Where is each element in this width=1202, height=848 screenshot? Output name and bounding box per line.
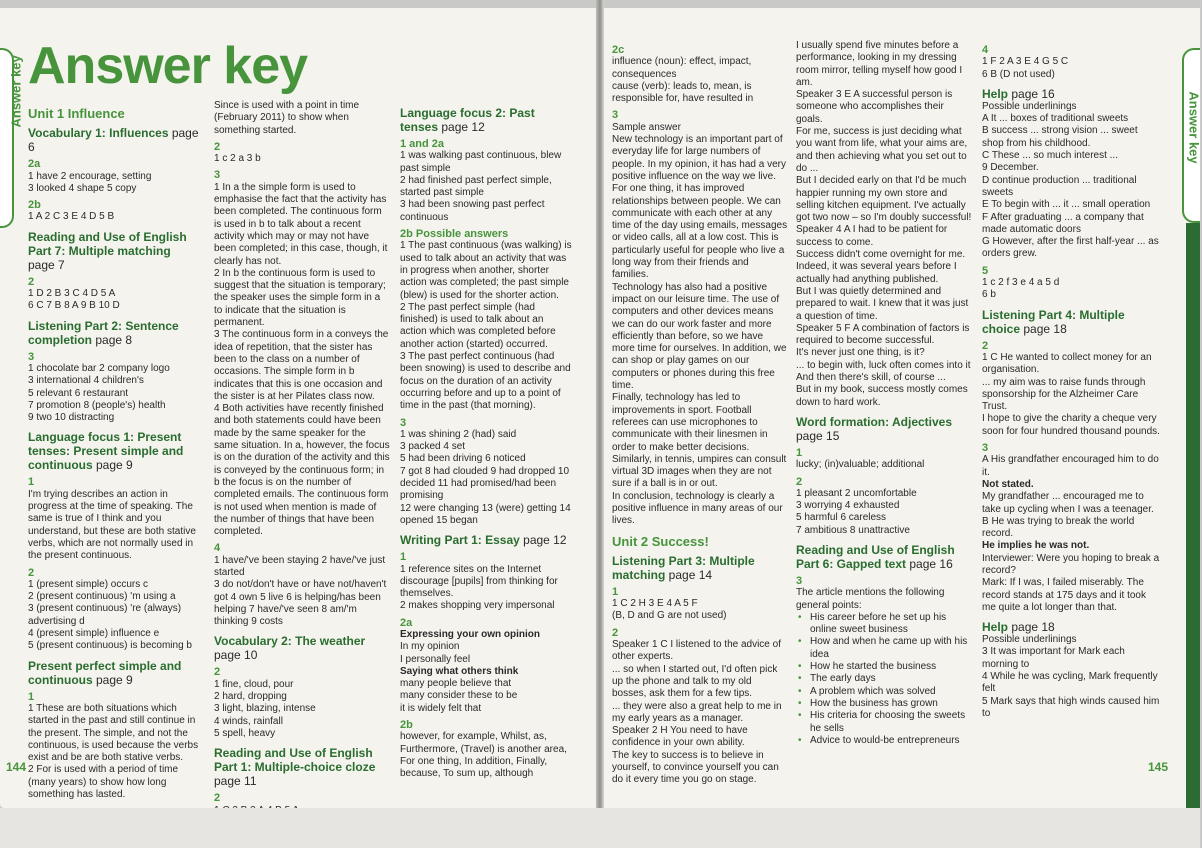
answer-line: many people believe that: [400, 678, 512, 690]
answer-line: Speaker 3 E A successful person is someone who accomplishes their goals.: [796, 89, 953, 125]
answer-line: 1 (present simple) occurs c: [28, 578, 149, 590]
column-1: [28, 100, 200, 801]
section-page-ref: page 12: [441, 120, 485, 134]
bullet-item: • His career before he set up his online sweet business: [796, 612, 972, 637]
bullet-list: [796, 735, 972, 747]
unit-heading: Unit 2 Success!: [612, 533, 709, 549]
right-page: [600, 8, 1200, 808]
bullet-list: [796, 636, 972, 661]
section-page-ref: page 16: [1011, 86, 1055, 101]
exercise-number: 1: [400, 551, 407, 564]
bullet-item: • How he started the business: [796, 661, 972, 673]
section-heading: [612, 554, 788, 582]
answer-line: lucky; (in)valuable; additional: [796, 459, 925, 471]
section-page-ref: page 10: [214, 648, 258, 663]
exercise-number: 2c: [612, 44, 625, 56]
answer-line: I'm trying describes an action in progress at the time of speaking. The same is true of I think and you understand, but these are both stative verbs, which are not normally used in the present continuous.: [28, 488, 196, 562]
section-page-ref: page 16: [909, 556, 953, 571]
section-heading: [214, 746, 390, 788]
section-title: Vocabulary 2: The weather: [214, 634, 366, 649]
exercise-number: 2b Possible answers: [400, 228, 509, 241]
column-4: [612, 40, 788, 787]
answer-line: 3 The continuous form in a conveys the idea of repetition, that the sister has been to the class on a number of occasions. The simple form in b indicates that this is one occasion and the sister is at her Pilates class now.: [214, 329, 389, 402]
column-6: [982, 40, 1162, 720]
answer-line: 3 looked 4 shape 5 copy: [28, 182, 137, 194]
answer-line: D continue production ... traditional sweets: [982, 174, 1137, 198]
exercise-number: 2a: [28, 158, 41, 171]
answer-line: 1 These are both situations which started in the past and still continue in the present. The simple, and not the continuous, is used because the verbs exist and be are both stative verbs.: [28, 702, 199, 764]
section-heading: [214, 634, 390, 662]
section-heading: [28, 319, 200, 347]
section-title: Vocabulary 1: Influences: [28, 126, 172, 141]
exercise-number: 1: [28, 690, 35, 703]
answer-line: And then there's skill, of course ...: [796, 372, 946, 384]
exercise-number: 3: [28, 350, 35, 363]
section-title: Writing Part 1: Essay: [400, 533, 524, 548]
answer-line: ... so when I started out, I'd often pick up the phone and talk to my old bosses, ask them for a few tips.: [612, 663, 778, 700]
answer-line: Speaker 4 A I had to be patient for success to come.: [796, 224, 948, 248]
section-tab-right: [1182, 48, 1200, 223]
section-page-ref: page 15: [796, 428, 840, 443]
answer-line: 4 Both activities have recently finished and both statements could have been made by the same speaker for the same situation. In a, however, the focus is on the duration of the activity and this is conveyed by the continuous form; in b the focus is on the number of completed emails. The continuous form is not used when mention is made of the number of things that have been completed.: [214, 403, 390, 538]
answer-line: 3 (present continuous) 're (always) advertising d: [28, 603, 182, 627]
answer-line: 9 two 10 distracting: [28, 412, 115, 424]
answer-line: I usually spend five minutes before a performance, looking in my dressing room mirror, telling myself how good I am.: [796, 40, 963, 88]
answer-line: The key to success is to believe in yourself, to convince yourself you can do it every time you go on stage.: [612, 749, 779, 786]
answer-line: Saying what others think: [400, 665, 519, 677]
answer-line: 9 December.: [982, 162, 1039, 174]
column-5: [796, 40, 972, 747]
section-page-ref: page 14: [668, 567, 713, 582]
section-page-ref: page 7: [28, 257, 65, 272]
section-title: Present perfect simple and continuous: [28, 658, 182, 687]
section-tab-label: Answer key: [8, 55, 24, 128]
answer-line: many consider these to be: [400, 690, 518, 702]
exercise-number: 2b: [28, 199, 41, 212]
answer-line: 2 (present continuous) 'm using a: [28, 591, 176, 603]
answer-line: 5 Mark says that high winds caused him to: [982, 695, 1160, 719]
exercise-number: 2: [214, 666, 221, 679]
answer-line: It's never just one thing, is it?: [796, 347, 925, 359]
section-tab-label: Answer key: [1186, 91, 1202, 164]
section-page-ref: page 12: [523, 533, 567, 548]
answer-line: 2 hard, dropping: [214, 691, 287, 703]
section-title: Language focus 2: Past tenses: [400, 106, 535, 134]
exercise-number: 2: [28, 275, 35, 288]
bullet-list: [796, 710, 972, 735]
section-tab-left: [0, 48, 24, 228]
edge-bar: [1186, 223, 1200, 813]
answer-line: 1 The past continuous (was walking) is used to talk about an activity that was in progress when another, shorter action was completed; the past simple (blew) is used for the shorter action.: [400, 240, 572, 301]
answer-line: 5 spell, heavy: [214, 727, 276, 739]
bullet-item: • The early days: [796, 673, 972, 685]
section-heading: [28, 230, 200, 272]
answer-line: 1 c 2 f 3 e 4 a 5 d: [982, 277, 1060, 289]
answer-line: 4 winds, rainfall: [214, 715, 283, 727]
answer-line: 1 was walking past continuous, blew past simple: [400, 150, 562, 174]
section-heading: [796, 415, 972, 443]
answer-line: My grandfather ... encouraged me to take up cycling when I was a teenager.: [982, 491, 1154, 515]
answer-line: A It ... boxes of traditional sweets: [982, 113, 1129, 125]
book-spine: [596, 0, 604, 848]
unit-heading: Unit 1 Influence: [28, 106, 125, 121]
bullet-item: • How and when he came up with his idea: [796, 636, 972, 661]
answer-line: Not stated.: [982, 478, 1034, 490]
answer-line: it is widely felt that: [400, 702, 482, 714]
section-heading: [796, 543, 972, 571]
answer-line: 4 While he was cycling, Mark frequently felt: [982, 671, 1158, 695]
answer-line: For me, success is just deciding what you want from life, what your aims are, and then achieving what you set out to do ...: [796, 126, 968, 174]
bullet-list: [796, 661, 972, 673]
bullet-list: [796, 698, 972, 710]
answer-line: Mark: If I was, I failed miserably. The record stands at 175 days and it took me quite a lot longer than that.: [982, 577, 1146, 613]
answer-line: For one thing, it has improved relationships between people. We can communicate with each other at any time of the day using emails, messages or video calls, all at a low cost. This is particularly useful for people who live a long way from their friends and families.: [612, 183, 788, 281]
section-heading: [982, 620, 1162, 634]
section-page-ref: page 18: [1011, 620, 1055, 635]
exercise-number: 4: [982, 44, 989, 56]
answer-line: 4 (present simple) influence e: [28, 628, 160, 640]
section-title: Language focus 1: Present tenses: Present simple and continuous: [28, 430, 184, 473]
exercise-number: 2b: [400, 719, 413, 732]
answer-line: E To begin with ... it ... small operation: [982, 199, 1151, 211]
answer-line: 1 C 2 H 3 E 4 A 5 F: [612, 598, 698, 610]
answer-line: Possible underlinings: [982, 634, 1077, 646]
answer-line: 1 have 2 encourage, setting: [28, 170, 152, 182]
bullet-list: [796, 612, 972, 637]
section-title: Listening Part 2: Sentence completion: [28, 318, 179, 347]
answer-line: Speaker 2 H You need to have confidence in your own ability.: [612, 725, 748, 749]
section-page-ref: page 9: [96, 672, 133, 687]
section-heading: [400, 533, 572, 547]
answer-line: 1 have/'ve been staying 2 have/'ve just started: [214, 554, 386, 578]
answer-line: A His grandfather encouraged him to do it.: [982, 454, 1159, 478]
answer-line: Speaker 5 F A combination of factors is required to become successful.: [796, 322, 970, 347]
answer-line: 5 harmful 6 careless: [796, 512, 887, 524]
answer-line: I personally feel: [400, 653, 471, 665]
answer-line: Speaker 1 C I listened to the advice of other experts.: [612, 639, 781, 663]
exercise-number: 3: [400, 416, 407, 429]
answer-line: But I decided early on that I'd be much happier running my own store and selling kitchen equipment. I've actually got two now – so I'm doubly successful!: [796, 175, 972, 224]
answer-line: Finally, technology has led to improvements in sport. Football referees can use microphones to communicate with their linesmen in order to make better decisions. Similarly, in tennis, umpires can consult virtual 3D images when they are not sure if a ball is in or out.: [612, 392, 787, 490]
answer-line: B success ... strong vision ... sweet shop from his childhood.: [982, 125, 1138, 149]
exercise-number: 3: [214, 169, 221, 182]
answer-line: 7 ambitious 8 unattractive: [796, 524, 910, 536]
exercise-number: 1 and 2a: [400, 138, 445, 150]
exercise-number: 2: [214, 792, 221, 805]
answer-line: Success didn't come overnight for me. Indeed, it was several years before I actually had anything published.: [796, 249, 966, 285]
bullet-item: • A problem which was solved: [796, 686, 972, 698]
section-title: Word formation: Adjectives: [796, 414, 953, 429]
answer-line: (B, D and G are not used): [612, 610, 727, 622]
exercise-number: 3: [982, 442, 989, 455]
section-title: Listening Part 3: Multiple matching: [612, 553, 755, 582]
section-title: Reading and Use of English Part 7: Multiple matching: [28, 229, 187, 258]
answer-line: ... to begin with, luck often comes into it: [796, 359, 971, 371]
answer-line: 5 relevant 6 restaurant: [28, 387, 129, 399]
answer-line: 5 had been driving 6 noticed: [400, 453, 526, 465]
answer-line: B He was trying to break the world record.: [982, 515, 1135, 540]
section-page-ref: page 9: [96, 458, 133, 473]
answer-line: 7 promotion 8 (people's) health: [28, 399, 166, 411]
answer-line: 2 In b the continuous form is used to suggest that the situation is temporary; the speaker uses the simple form in a to indicate that the situation is permanent.: [214, 267, 386, 329]
section-title: Reading and Use of English Part 1: Multiple-choice cloze: [214, 746, 376, 775]
page-number-right: 145: [1148, 760, 1169, 774]
answer-line: 1 was shining 2 (had) said: [400, 428, 517, 440]
answer-line: 3 light, blazing, intense: [214, 703, 316, 715]
answer-line: 1 D 2 B 3 C 4 D 5 A: [28, 288, 116, 300]
answer-line: cause (verb): leads to, mean, is responsible for, have resulted in: [612, 80, 754, 105]
bullet-list: [796, 673, 972, 685]
answer-line: 1 c 2 a 3 b: [214, 153, 261, 165]
page-number-left: 144: [6, 760, 27, 774]
answer-line: 6 B (D not used): [982, 68, 1055, 80]
section-title: Help: [982, 86, 1012, 101]
section-heading: [28, 659, 200, 687]
answer-line: 1 fine, cloud, pour: [214, 678, 294, 690]
exercise-number: 3: [612, 109, 619, 122]
answer-line: New technology is an important part of everyday life for large numbers of people. In my opinion, it has had a very positive influence on the way we live.: [612, 134, 786, 182]
answer-line: 2 makes shopping very impersonal: [400, 600, 555, 612]
exercise-number: 4: [214, 542, 221, 555]
answer-line: But I was quietly determined and prepared to wait. I knew that it was just a question of time.: [796, 285, 969, 322]
answer-line: I hope to give the charity a cheque very soon for four hundred thousand pounds.: [982, 413, 1160, 437]
exercise-number: 2a: [400, 616, 413, 629]
answer-line: 5 (present continuous) is becoming b: [28, 640, 192, 652]
exercise-number: 3: [796, 574, 803, 587]
section-title: Help: [982, 620, 1012, 635]
answer-line: Interviewer: Were you hoping to break a record?: [982, 552, 1160, 576]
background-surface: [0, 808, 1200, 848]
bullet-item: • How the business has grown: [796, 698, 972, 710]
answer-line: 2 The past perfect simple (had finished) is used to talk about an action which was completed before another action (started) occurred.: [400, 301, 556, 350]
answer-line: Possible underlinings: [982, 100, 1077, 112]
column-2: [214, 100, 390, 829]
section-heading: [400, 106, 572, 134]
answer-line: influence (noun): effect, impact, consequences: [612, 56, 752, 80]
section-title: Reading and Use of English Part 6: Gapped text: [796, 542, 955, 571]
section-heading: [982, 308, 1162, 336]
bullet-item: • His criteria for choosing the sweets he sells: [796, 710, 972, 735]
answer-line: 1 In a the simple form is used to emphasise the fact that the activity has been completed. The continuous form is used in b to talk about a recent activity which may or may not have been completed; in this case, though, it clearly has not.: [214, 181, 388, 267]
exercise-number: 1: [796, 446, 803, 459]
answer-line: But in my book, success mostly comes down to hard work.: [796, 384, 968, 408]
answer-line: Technology has also had a positive impact on our leisure time. The use of computers and other devices means we can do our work faster and more efficiently than before, so we have more time for ourselves. In addition, we can shop or play games on our computers or phones during this free time.: [612, 281, 787, 392]
answer-line: 2 had finished past perfect simple, started past simple: [400, 174, 552, 199]
section-heading: [28, 430, 200, 472]
answer-line: 6 C 7 B 8 A 9 B 10 D: [28, 300, 120, 312]
answer-line: F After graduating ... a company that made automatic doors: [982, 211, 1144, 235]
answer-line: In conclusion, technology is clearly a positive influence in many areas of our lives.: [612, 490, 783, 527]
exercise-number: 2: [612, 626, 619, 639]
answer-line: Expressing your own opinion: [400, 628, 541, 640]
answer-line: ... my aim was to raise funds through sponsorship for the Alzheimer Care Trust.: [982, 376, 1146, 413]
answer-line: 7 got 8 had clouded 9 had dropped 10 decided 11 had promised/had been promising: [400, 465, 570, 502]
answer-line: 6 b: [982, 289, 996, 301]
page-title: Answer key: [28, 37, 308, 95]
answer-line: 1 C He wanted to collect money for an organisation.: [982, 351, 1152, 376]
section-page-ref: page 8: [95, 332, 133, 347]
answer-line: 1 A 2 C 3 E 4 D 5 B: [28, 211, 115, 223]
answer-line: The article mentions the following general points:: [796, 587, 945, 611]
column-3: [400, 100, 572, 781]
answer-line: 3 It was important for Mark each morning to: [982, 646, 1125, 670]
answer-line: 1 reference sites on the Internet discourage [pupils] from thinking for themselves.: [400, 563, 558, 600]
bullet-item: • Advice to would-be entrepreneurs: [796, 735, 972, 747]
exercise-number: 5: [982, 264, 989, 277]
answer-line: C These ... so much interest ...: [982, 150, 1118, 162]
answer-line: however, for example, Whilst, as, Furthermore, (Travel) is another area, For one thing, In addition, Finally, because, To sum up, although: [400, 731, 567, 780]
answer-line: 1 F 2 A 3 E 4 G 5 C: [982, 56, 1069, 68]
answer-line: 1 chocolate bar 2 company logo: [28, 362, 170, 374]
answer-line: In my opinion: [400, 641, 460, 653]
answer-line: He implies he was not.: [982, 540, 1090, 552]
answer-line: 2 For is used with a period of time (many years) to show how long something has lasted.: [28, 764, 179, 800]
exercise-number: 1: [612, 585, 619, 598]
section-heading: [982, 87, 1162, 101]
section-page-ref: page 6: [28, 126, 199, 155]
answer-line: 3 packed 4 set: [400, 441, 466, 453]
answer-line: 1 pleasant 2 uncomfortable: [796, 487, 917, 499]
answer-line: 3 do not/don't have or have not/haven't got 4 own 5 live 6 is helping/has been helping 7 have/'ve seen 8 am/'m thinking 9 costs: [214, 579, 387, 628]
section-page-ref: page 18: [1023, 321, 1067, 336]
answer-line: 3 worrying 4 exhausted: [796, 500, 900, 512]
exercise-number: 2: [214, 140, 221, 153]
answer-line: Since is used with a point in time (February 2011) to show when something started.: [214, 100, 360, 136]
answer-line: Sample answer: [612, 121, 681, 133]
left-page: [0, 8, 598, 808]
exercise-number: 2: [28, 566, 35, 579]
answer-line: 3 The past perfect continuous (had been snowing) is used to describe and focus on the duration of an activity occurring before and up to a point of time in the past (that morning).: [400, 351, 571, 412]
answer-line: G However, after the first half-year ... as orders grew.: [982, 236, 1159, 260]
section-title: Listening Part 4: Multiple choice: [982, 307, 1125, 336]
exercise-number: 1: [28, 476, 35, 489]
answer-line: 12 were changing 13 (were) getting 14 opened 15 began: [400, 502, 571, 526]
exercise-number: 2: [796, 475, 803, 488]
section-page-ref: page 11: [214, 774, 257, 789]
exercise-number: 2: [982, 339, 989, 352]
answer-line: 3 had been snowing past perfect continuous: [400, 199, 545, 223]
section-heading: [28, 126, 200, 154]
answer-line: ... they were also a great help to me in my early years as a manager.: [612, 700, 782, 724]
bullet-list: [796, 686, 972, 698]
answer-line: 3 international 4 children's: [28, 375, 144, 387]
